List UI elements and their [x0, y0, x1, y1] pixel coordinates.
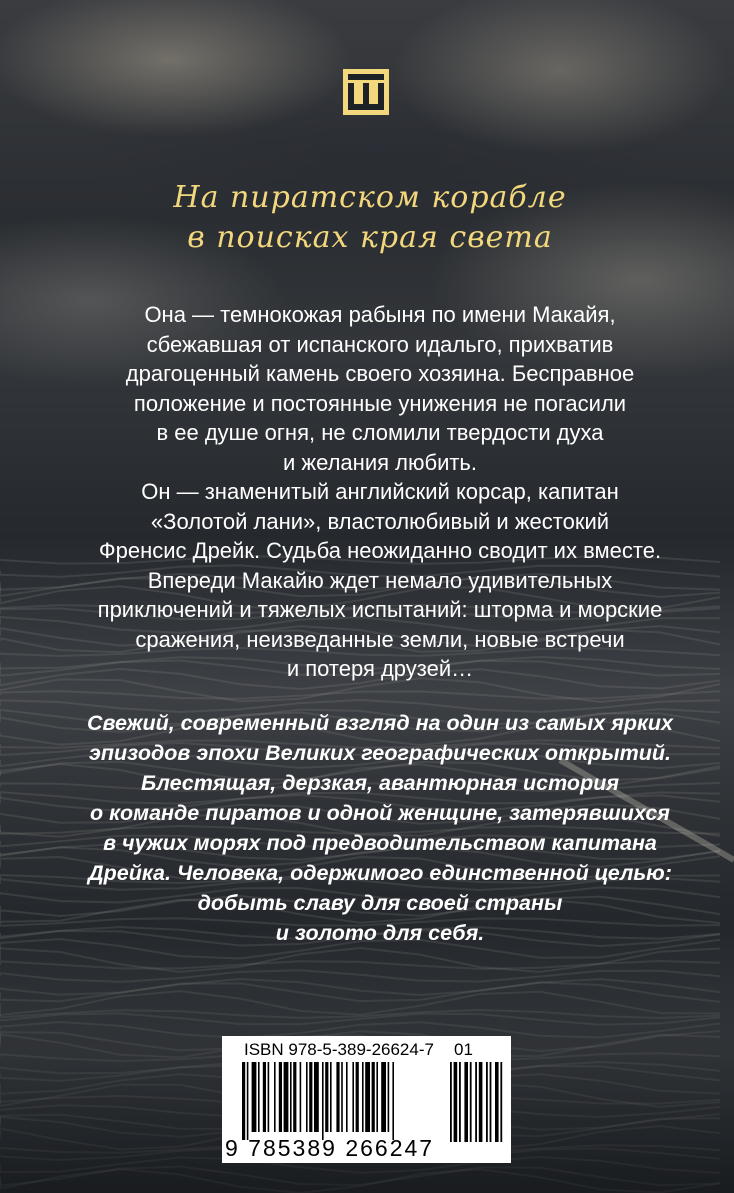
description-line: драгоценный камень своего хозяина. Бесправное: [125, 361, 635, 386]
barcode-bar: [356, 1062, 359, 1132]
blurb-line: в чужих морях под предводительством капитана: [103, 831, 657, 855]
barcode-addon-bar: [464, 1062, 468, 1142]
barcode-bar: [263, 1062, 266, 1132]
barcode-addon-bar: [454, 1062, 458, 1142]
barcode-bar: [242, 1062, 245, 1140]
barcode-bar: [341, 1062, 343, 1132]
barcode-addon-bar: [470, 1062, 472, 1142]
barcode-bar: [290, 1062, 292, 1132]
tagline: [140, 178, 600, 258]
description-line: сражения, неизведанные земли, новые встречи: [135, 626, 625, 652]
description-line: положение и постоянные унижения не погасили: [133, 390, 627, 416]
blurb-line: о команде пиратов и одной женщине, затерявшихся: [90, 801, 670, 825]
barcode-bar: [392, 1062, 394, 1140]
barcode-bar: [346, 1062, 348, 1132]
barcode-bar: [336, 1062, 339, 1132]
barcode-bar: [362, 1062, 364, 1132]
isbn-label: ISBN 978-5-389-26624-7: [244, 1040, 434, 1059]
barcode-bar: [381, 1062, 386, 1132]
blurb: [50, 708, 710, 948]
tagline-line: На пиратском корабле: [173, 180, 567, 215]
publisher-logo-icon: [343, 69, 389, 115]
description-line: приключений и тяжелых испытаний: шторма и морские: [97, 597, 663, 622]
barcode-bar: [306, 1062, 308, 1132]
barcode-addon-bar: [459, 1062, 461, 1142]
wave-line: [0, 691, 720, 699]
barcode-addon-bar: [490, 1062, 492, 1142]
blurb-line: Блестящая, дерзкая, авантюрная история: [141, 771, 619, 795]
tagline-line: в поисках края света: [187, 220, 553, 255]
description-line: «Золотой лани», властолюбивый и жестокий: [150, 508, 610, 534]
blurb-line: эпизодов эпохи Великих географических открытий.: [89, 741, 671, 765]
barcode-addon-bar: [475, 1062, 477, 1142]
barcode-bar: [268, 1062, 270, 1132]
barcode-bar: [247, 1062, 249, 1140]
description-line: Он — знаменитый английский корсар, капитан: [141, 479, 619, 504]
barcode-bar: [293, 1062, 296, 1132]
barcode-bar: [258, 1062, 260, 1132]
barcode-bar: [252, 1062, 257, 1132]
barcode-bar: [352, 1062, 354, 1132]
description-line: и потеря друзей…: [286, 656, 474, 681]
barcode-addon-bar: [500, 1062, 502, 1142]
barcode-digits: 9 785389 266247: [225, 1135, 435, 1161]
barcode-bars: [222, 1062, 511, 1142]
barcode-bar: [314, 1062, 319, 1132]
description-line: Френсис Дрейк. Судьба неожиданно сводит их вместе.: [98, 538, 662, 563]
isbn-addon: 01: [454, 1040, 473, 1059]
description: [80, 300, 680, 684]
description-line: и желания любить.: [282, 449, 478, 475]
barcode-bar: [322, 1062, 324, 1140]
barcode-addon-bar: [486, 1062, 488, 1142]
barcode-bar: [388, 1062, 390, 1132]
barcode-bar: [330, 1062, 332, 1132]
barcode-bar: [365, 1062, 370, 1132]
description-line: Она — темнокожая рабыня по имени Макайя,: [144, 302, 616, 327]
description-line: Впереди Макайю ждет немало удивительных: [147, 567, 613, 593]
barcode-addon-bar: [495, 1062, 499, 1142]
barcode-bar: [372, 1062, 375, 1132]
description-line: сбежавшая от испанского идальго, прихватив: [146, 331, 614, 357]
barcode-addon-bar: [479, 1062, 483, 1142]
barcode-bar: [309, 1062, 312, 1132]
blurb-line: Дрейка. Человека, одержимого единственной целью:: [88, 861, 672, 885]
barcode: [222, 1036, 511, 1163]
barcode-bar: [325, 1062, 328, 1132]
barcode-bar: [279, 1062, 282, 1132]
barcode-bar: [376, 1062, 378, 1132]
barcode-addon-bar: [450, 1062, 452, 1142]
blurb-line: добыть славу для своей страны: [197, 891, 563, 915]
blurb-line: Свежий, современный взгляд на один из самых ярких: [86, 711, 673, 735]
barcode-bar: [300, 1062, 302, 1132]
barcode-bar: [274, 1062, 276, 1132]
blurb-line: и золото для себя.: [275, 921, 485, 945]
barcode-bar: [284, 1062, 289, 1132]
description-line: в ее душе огня, не сломили твердости духа: [156, 420, 604, 445]
